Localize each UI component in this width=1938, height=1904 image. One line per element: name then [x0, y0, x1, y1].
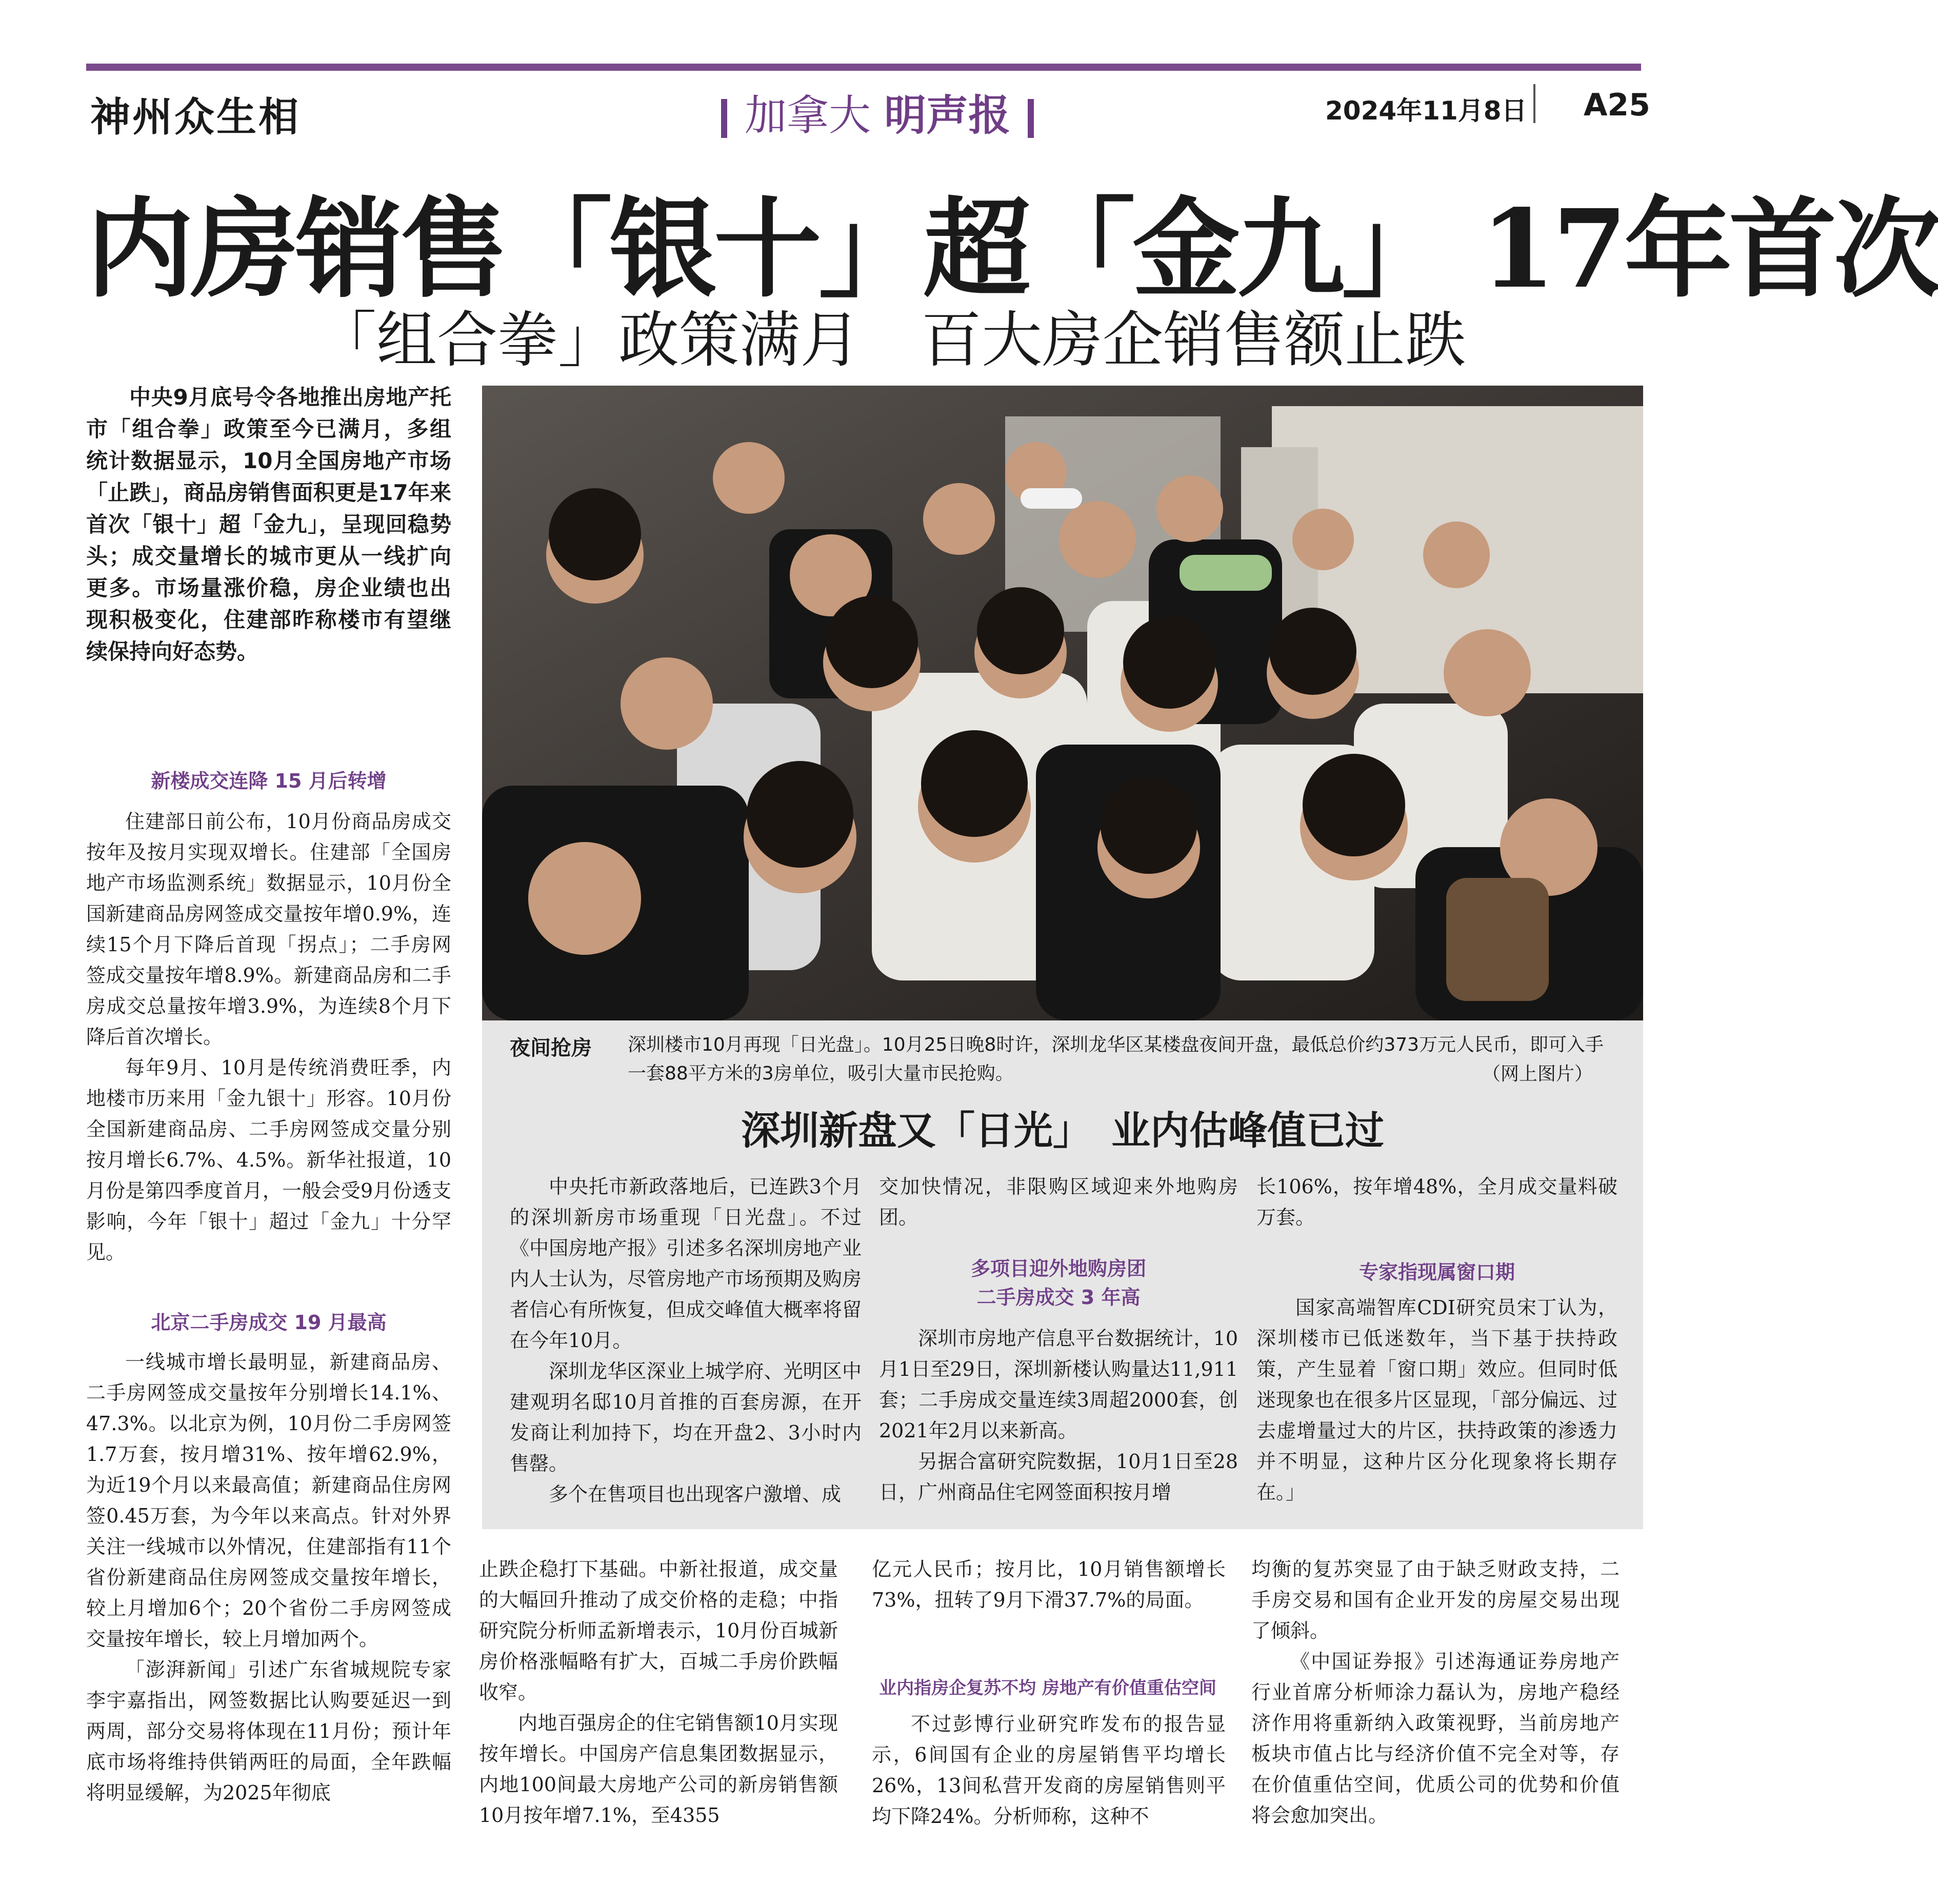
bottom-column-3: [872, 1709, 1226, 1832]
bottom-subtitle: 业内指房企复苏不均 房地产有价值重估空间: [879, 1678, 1216, 1698]
section-name: 神州众生相: [90, 94, 301, 141]
caption-label: 夜间抢房: [510, 1036, 592, 1060]
sidebar-subtitle-2-line1: 多项目迎外地购房团: [970, 1257, 1146, 1280]
paragraph: 深圳市房地产信息平台数据统计，10月1日至29日，深圳新楼认购量达11,911套；二手房成交量连续3周超2000套，创2021年2月以来新高。: [879, 1327, 1238, 1442]
lead-paragraph: [86, 382, 451, 668]
bottom-column-4: [1251, 1554, 1620, 1831]
paragraph: 一线城市增长最明显，新建商品房、二手房网签成交量按年分别增长14.1%、47.3%。以北京为例，10月份二手房网签1.7万套，按月增31%、按年增62.9%，为近19个月以来最高值；新建商品住房网签0.45万套，为今年以来高点。针对外界关注一线城市以外情况，住建部指有11个省份新建商品住房网签成交量按年增长，较上月增加6个；20个省份二手房网签成交量按年增长，较上月增加两个。: [86, 1351, 451, 1650]
caption-credit: （网上图片）: [1482, 1064, 1593, 1085]
paragraph: 每年9月、10月是传统消费旺季，内地楼市历来用「金九银十」形容。10月份全国新建商品房、二手房网签成交量分别按月增长6.7%、4.5%。新华社报道，10月份是第四季度首月，一般会受9月份透支影响，今年「银十」超过「金九」十分罕见。: [86, 1056, 451, 1264]
masthead-region: 加拿大: [745, 91, 871, 140]
sidebar-subtitle-2: [879, 1254, 1238, 1312]
section-subtitle-1: 新楼成交连降 15 月后转增: [151, 770, 387, 792]
paragraph: 亿元人民币；按月比，10月销售额增长73%，扭转了9月下滑37.7%的局面。: [872, 1558, 1226, 1611]
column-1-lower: [86, 1347, 451, 1808]
sidebar-column-2: [879, 1323, 1238, 1508]
bottom-column-2: [479, 1554, 838, 1831]
paragraph: 《中国证券报》引述海通证券房地产行业首席分析师涂力磊认为，房地产稳经济作用将重新纳入政策视野，当前房地产板块市值占比与经济价值不完全对等，存在价值重估空间，优质公司的优势和价值将会愈加突出。: [1251, 1650, 1620, 1827]
page-number: A25: [1584, 87, 1650, 123]
sidebar-subtitle-2-line2: 二手房成交 3 年高: [976, 1286, 1141, 1309]
paragraph: 住建部日前公布，10月份商品房成交按年及按月实现双增长。住建部「全国房地产市场监测系统」数据显示，10月份全国新建商品房网签成交量按年增0.9%，连续15个月下降后首现「拐点」；二手房网签成交量按年增8.9%。新建商品房和二手房成交总量按年增3.9%，为连续8个月下降后首次增长。: [86, 810, 451, 1048]
sidebar-column-2-top: [879, 1171, 1238, 1233]
issue-date: 2024年11月8日: [1325, 96, 1527, 126]
masthead-paper-name: 明声报: [884, 91, 1011, 140]
section-subtitle-2: 北京二手房成交 19 月最高: [151, 1311, 387, 1334]
sidebar-subtitle-3: 专家指现属窗口期: [1358, 1261, 1515, 1284]
paragraph: 深圳龙华区深业上城学府、光明区中建观玥名邸10月首推的百套房源，在开发商让利加持下，均在开盘2、3小时内售罄。: [510, 1360, 862, 1475]
sidebar-column-3: [1256, 1292, 1617, 1508]
sidebar-column-3-top: [1256, 1171, 1617, 1233]
masthead: [704, 82, 1051, 142]
masthead-bar-right: [1028, 99, 1034, 138]
bottom-column-3-top: [872, 1554, 1226, 1615]
caption-text: 深圳楼市10月再现「日光盘」。10月25日晚8时许，深圳龙华区某楼盘夜间开盘，最低总价约373万元人民币，即可入手一套88平方米的3房单位，吸引大量市民抢购。: [628, 1034, 1604, 1084]
masthead-bar-left: [721, 99, 727, 138]
main-headline: 内房销售「银十」超「金九」 17年首次: [86, 186, 1938, 312]
column-1-upper: [86, 806, 451, 1268]
paragraph: 国家高端智库CDI研究员宋丁认为，深圳楼市已低迷数年，当下基于扶持政策，产生显着「窗口期」效应。但同时低迷现象也在很多片区显现，「部分偏远、过去虚增量过大的片区，扶持政策的渗透力并不明显，这种片区分化现象将长期存在。」: [1256, 1296, 1617, 1504]
paragraph: 「澎湃新闻」引述广东省城规院专家李宇嘉指出，网签数据比认购要延迟一到两周，部分交易将体现在11月份；预计年底市场将维持供销两旺的局面，全年跌幅将明显缓解，为2025年彻底: [86, 1658, 451, 1804]
paragraph: 内地百强房企的住宅销售额10月实现按年增长。中国房产信息集团数据显示，内地100间最大房地产公司的新房销售额10月按年增7.1%，至4355: [479, 1712, 838, 1827]
header-divider: [1533, 84, 1535, 123]
paragraph: 止跌企稳打下基础。中新社报道，成交量的大幅回升推动了成交价格的走稳；中指研究院分析师孟新增表示，10月份百城新房价格涨幅略有扩大，百城二手房价跌幅收窄。: [479, 1558, 838, 1703]
top-rule: [86, 64, 1641, 71]
paragraph: 均衡的复苏突显了由于缺乏财政支持，二手房交易和国有企业开发的房屋交易出现了倾斜。: [1251, 1558, 1620, 1642]
paragraph: 交加快情况，非限购区域迎来外地购房团。: [879, 1175, 1238, 1229]
sub-headline: 「组合拳」政策满月 百大房企销售额止跌: [316, 305, 1466, 375]
paragraph: 长106%，按年增48%，全月成交量料破万套。: [1256, 1175, 1617, 1229]
sidebar-headline: 深圳新盘又「日光」 业内估峰值已过: [741, 1108, 1384, 1153]
paragraph: 中央托市新政落地后，已连跌3个月的深圳新房市场重现「日光盘」。不过《中国房地产报》引述多名深圳房地产业内人士认为，尽管房地产市场预期及购房者信心有所恢复，但成交峰值大概率将留在今年10月。: [510, 1175, 862, 1352]
paragraph: 多个在售项目也出现客户激增、成: [549, 1483, 842, 1506]
paragraph: 不过彭博行业研究昨发布的报告显示，6间国有企业的房屋销售平均增长26%，13间私营开发商的房屋销售则平均下降24%。分析师称，这种不: [872, 1713, 1226, 1828]
paragraph: 另据合富研究院数据，10月1日至28日，广州商品住宅网签面积按月增: [879, 1450, 1238, 1504]
sidebar-column-1: [510, 1171, 862, 1510]
crowd-photo: [482, 386, 1643, 1020]
crowd-photo-illustration: [482, 386, 1643, 1020]
lead-text: 中央9月底号令各地推出房地产托市「组合拳」政策至今已满月，多组统计数据显示，10月全国房地产市场「止跌」，商品房销售面积更是17年来首次「银十」超「金九」，呈现回稳势头；成交量增长的城市更从一线扩向更多。市场量涨价稳，房企业绩也出现积极变化，住建部昨称楼市有望继续保持向好态势。: [86, 385, 451, 664]
